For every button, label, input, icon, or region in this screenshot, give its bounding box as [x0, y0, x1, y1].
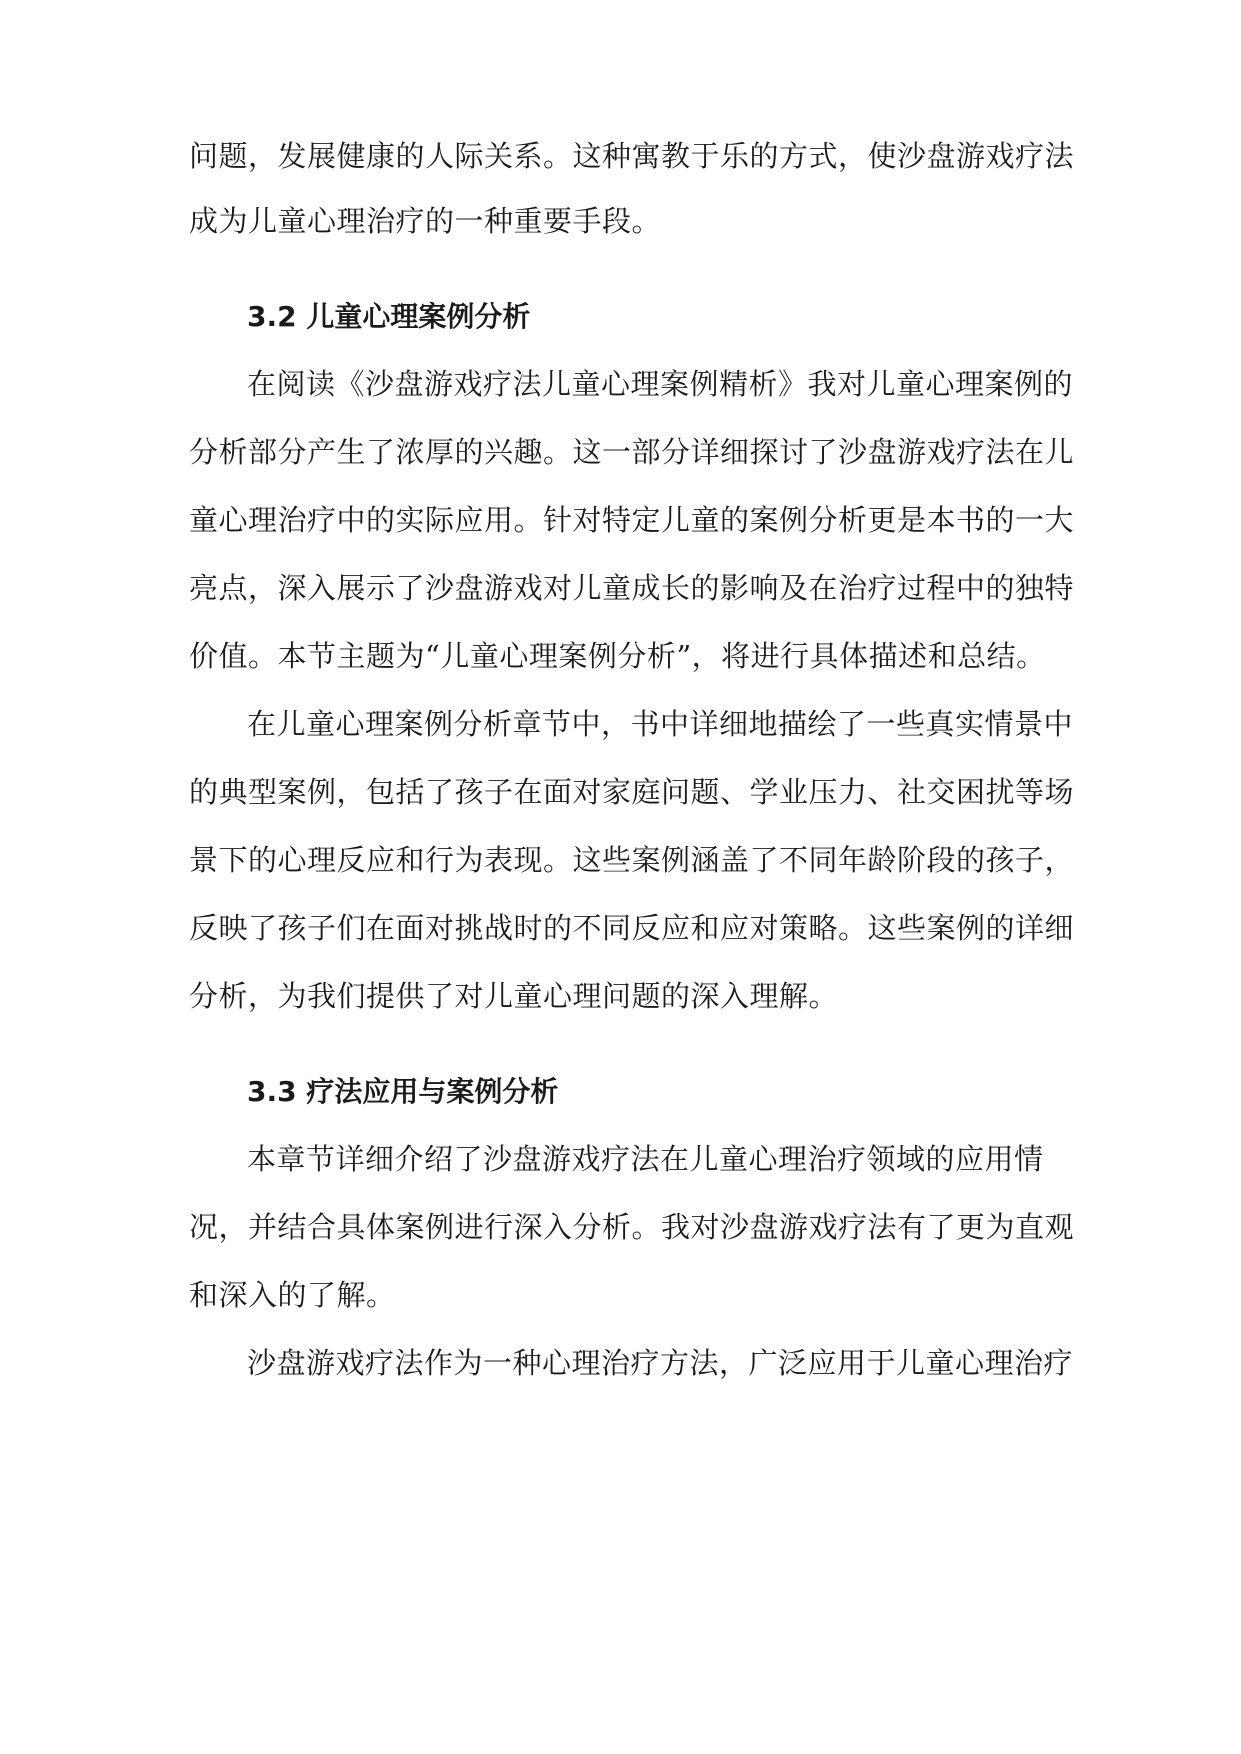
s32-p1-line-1: 在阅读《沙盘游戏疗法儿童心理案例精析》我对儿童心理案例的: [247, 367, 1074, 401]
s32-p2-line-4: 反映了孩子们在面对挑战时的不同反应和应对策略。这些案例的详细: [189, 911, 1075, 945]
s32-p2-line-3: 景下的心理反应和行为表现。这些案例涵盖了不同年龄阶段的孩子，: [189, 843, 1075, 877]
s32-p1-line-3: 童心理治疗中的实际应用。针对特定儿童的案例分析更是本书的一大: [189, 503, 1075, 537]
s33-p1-line-2: 况，并结合具体案例进行深入分析。我对沙盘游戏疗法有了更为直观: [189, 1210, 1075, 1244]
s32-p1-line-5: 价值。本节主题为“儿童心理案例分析”，将进行具体描述和总结。: [189, 639, 1046, 673]
section-3-3-heading: 3.3 疗法应用与案例分析: [247, 1075, 559, 1108]
s32-p2-line-2: 的典型案例，包括了孩子在面对家庭问题、学业压力、社交困扰等场: [189, 775, 1075, 809]
section-3-2-heading: 3.2 儿童心理案例分析: [247, 300, 531, 333]
s32-p1-line-2: 分析部分产生了浓厚的兴趣。这一部分详细探讨了沙盘游戏疗法在儿: [189, 435, 1075, 469]
s33-p2-line-1: 沙盘游戏疗法作为一种心理治疗方法，广泛应用于儿童心理治疗: [247, 1346, 1074, 1380]
s32-p2-line-1: 在儿童心理案例分析章节中，书中详细地描绘了一些真实情景中: [247, 707, 1074, 741]
intro-line-1: 问题，发展健康的人际关系。这种寓教于乐的方式，使沙盘游戏疗法: [189, 139, 1075, 173]
s32-p1-line-4: 亮点，深入展示了沙盘游戏对儿童成长的影响及在治疗过程中的独特: [189, 571, 1075, 605]
s33-p1-line-3: 和深入的了解。: [189, 1278, 396, 1312]
intro-line-2: 成为儿童心理治疗的一种重要手段。: [189, 204, 662, 238]
s32-p2-line-5: 分析，为我们提供了对儿童心理问题的深入理解。: [189, 979, 839, 1013]
s33-p1-line-1: 本章节详细介绍了沙盘游戏疗法在儿童心理治疗领域的应用情: [247, 1142, 1044, 1176]
